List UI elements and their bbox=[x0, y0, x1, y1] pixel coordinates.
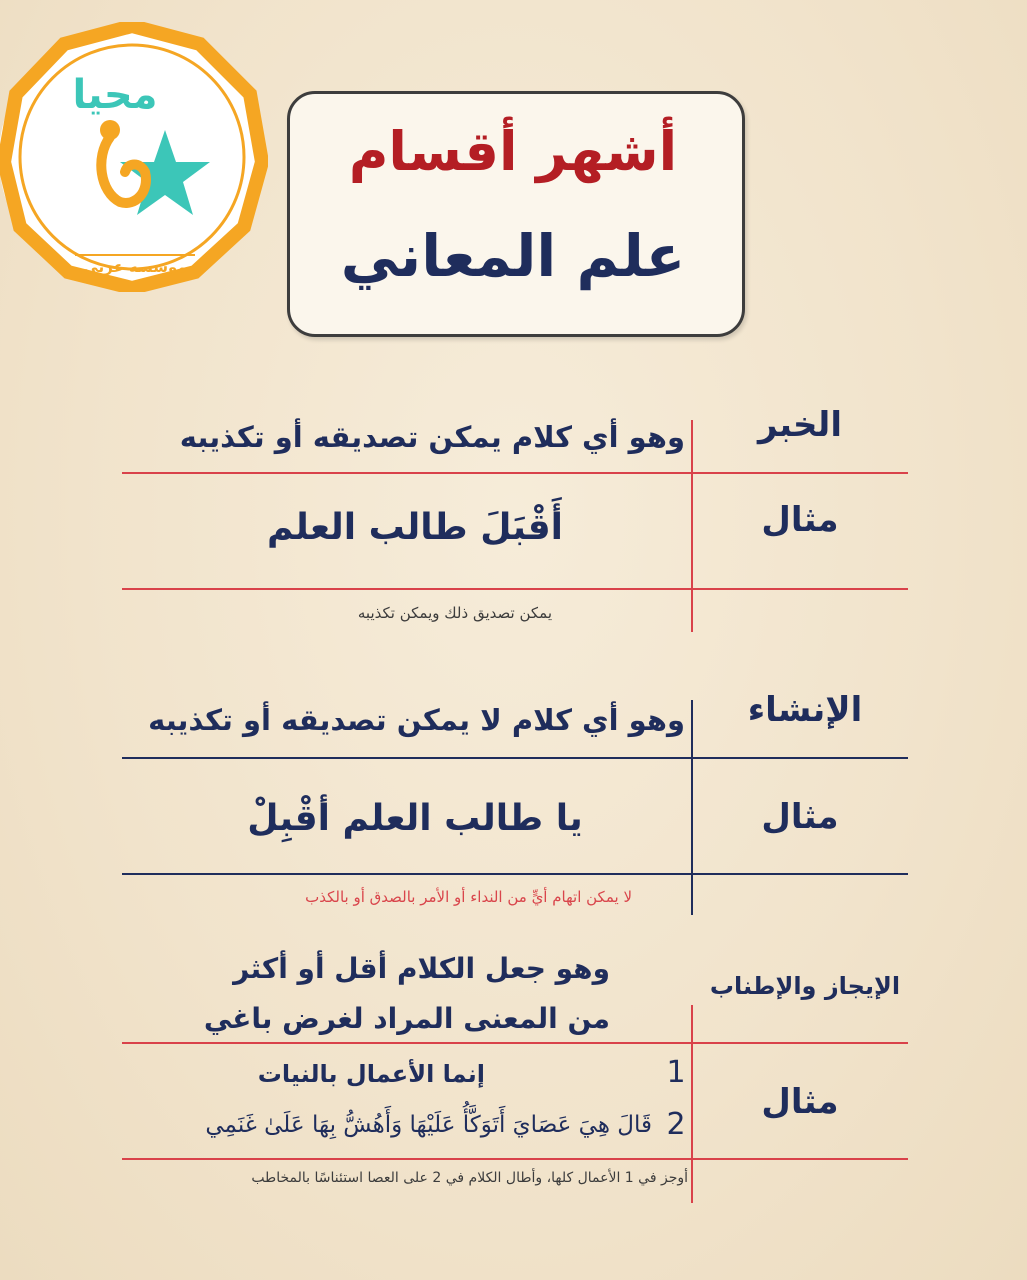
example2-text: قَالَ هِيَ عَصَايَ أَتَوَكَّأُ عَلَيْهَا وَأَهُشُّ بِهَا عَلَىٰ غَنَمِي bbox=[205, 1112, 652, 1138]
example2-number: 2 bbox=[666, 1107, 686, 1142]
section-definition-line2: من المعنى المراد لغرض باغي bbox=[203, 1002, 610, 1035]
logo-subtitle: موسسه عربی bbox=[83, 258, 187, 276]
divider-vertical bbox=[691, 420, 693, 632]
section-definition-line1: وهو جعل الكلام أقل أو أكثر bbox=[233, 952, 610, 985]
example-text: يا طالب العلم أقْبِلْ bbox=[247, 798, 583, 839]
example-label: مثال bbox=[761, 500, 839, 540]
divider-horizontal bbox=[122, 757, 908, 759]
section-label: الإنشاء bbox=[747, 690, 863, 730]
section-definition: وهو أي كلام لا يمكن تصديقه أو تكذيبه bbox=[148, 703, 685, 737]
section-definition: وهو أي كلام يمكن تصديقه أو تكذيبه bbox=[179, 420, 685, 454]
divider-vertical bbox=[691, 1005, 693, 1203]
example1-number: 1 bbox=[666, 1055, 686, 1090]
divider-vertical bbox=[691, 700, 693, 915]
divider-horizontal bbox=[122, 472, 908, 474]
section-note: أوجز في 1 الأعمال كلها، وأطال الكلام في 2 على العصا استئناسًا بالمخاطب bbox=[251, 1170, 688, 1186]
divider-horizontal bbox=[122, 588, 908, 590]
title-line2: علم المعاني bbox=[340, 222, 686, 290]
example1-text: إنما الأعمال بالنيات bbox=[257, 1060, 485, 1088]
example-label: مثال bbox=[761, 1082, 839, 1122]
title-line1: أشهر أقسام bbox=[348, 120, 678, 183]
divider-horizontal bbox=[122, 1158, 908, 1160]
divider-horizontal bbox=[122, 1042, 908, 1044]
logo bbox=[0, 22, 268, 292]
section-note: لا يمكن اتهام أيٍّ من النداء أو الأمر بالصدق أو بالكذب bbox=[305, 888, 632, 906]
example-text: أَقْبَلَ طالب العلم bbox=[267, 507, 563, 548]
logo-name: محیا bbox=[72, 72, 158, 118]
section-note: يمكن تصديق ذلك ويمكن تكذيبه bbox=[357, 604, 552, 622]
section-label: الإيجاز والإطناب bbox=[709, 972, 901, 1000]
example-label: مثال bbox=[761, 797, 839, 837]
logo-emblem-icon bbox=[0, 22, 268, 292]
divider-horizontal bbox=[122, 873, 908, 875]
section-label: الخبر bbox=[758, 405, 842, 445]
